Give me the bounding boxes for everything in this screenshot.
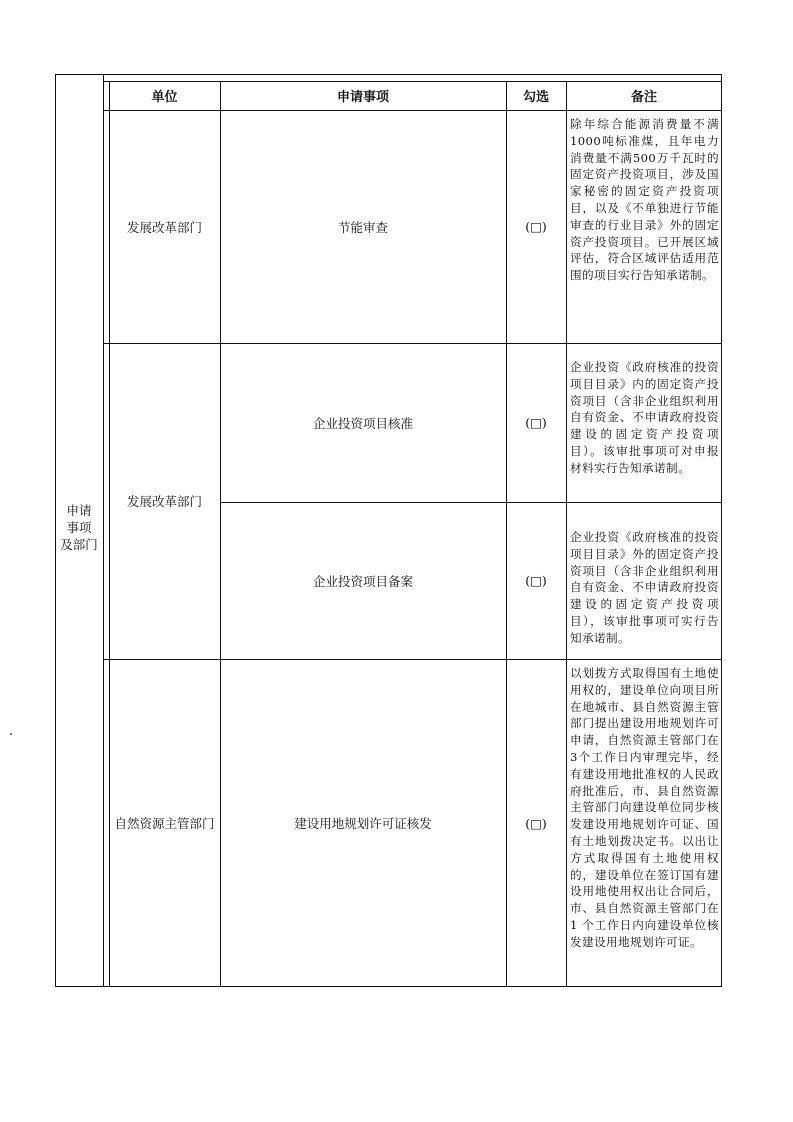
side-label-line: 事项 <box>66 520 92 535</box>
item-cell: 企业投资项目备案 <box>312 573 413 589</box>
checkbox[interactable]: (□) <box>525 219 547 234</box>
unit-cell: 发展改革部门 <box>126 494 202 509</box>
remark-cell: 企业投资《政府核准的投资项目目录》内的固定资产投资项目（含非企业组织利用自有资金、不申请政府投资建设的固定资产投资项目）。该审批事项可对申报材料实行告知承诺制。 <box>570 360 719 475</box>
item-cell: 节能审查 <box>337 219 388 235</box>
side-label <box>55 502 103 553</box>
grid-line <box>103 74 104 987</box>
item-cell: 企业投资项目核准 <box>312 415 413 431</box>
item-cell: 建设用地规划许可证核发 <box>294 816 432 831</box>
header-unit: 单位 <box>151 90 178 105</box>
checkbox[interactable]: (□) <box>525 815 547 831</box>
unit-cell: 发展改革部门 <box>126 219 202 235</box>
side-label-line: 及部门 <box>60 537 98 552</box>
unit-cell: 自然资源主管部门 <box>114 816 215 831</box>
checkbox[interactable]: (□) <box>525 573 547 588</box>
remark-cell: 以划拨方式取得国有土地使用权的，建设单位向项目所在地城市、县自然资源主管部门提出建设用地规划许可申请，自然资源主管部门在3个工作日内审理完毕，经有建设用地批准权的人民政府批准后，市、县自然资源主管部门向建设单位同步核发建设用地规划许可证、国有土地划拨决定书。以出让方式取得国有土地使用权的，建设单位在签订国有建设用地使用权出让合同后，市、县自然资源主管部门在 1 个工作日内向建设单位核发建设用地规划许可证。 <box>570 666 719 949</box>
side-label-line: 申请 <box>66 503 92 518</box>
scan-speck <box>10 733 12 735</box>
checkbox[interactable]: (□) <box>525 415 547 430</box>
remark-cell: 企业投资《政府核准的投资项目目录》外的固定资产投资项目（含非企业组织利用自有资金、不申请政府投资建设的固定资产投资项目），该审批事项可实行告知承诺制。 <box>570 530 719 645</box>
remark-cell: 除年综合能源消费量不满1000吨标准煤，且年电力消费量不满500万千瓦时的固定资产投资项目，涉及国家秘密的固定资产投资项目，以及《不单独进行节能审查的行业目录》外的固定资产投资项目。已开展区域评估，符合区域评估适用范围的项目实行告知承诺制。 <box>570 117 719 283</box>
header-remark: 备注 <box>630 90 657 105</box>
header-check: 勾选 <box>522 90 549 105</box>
grid-line <box>566 81 567 987</box>
header-item: 申请事项 <box>336 90 389 105</box>
